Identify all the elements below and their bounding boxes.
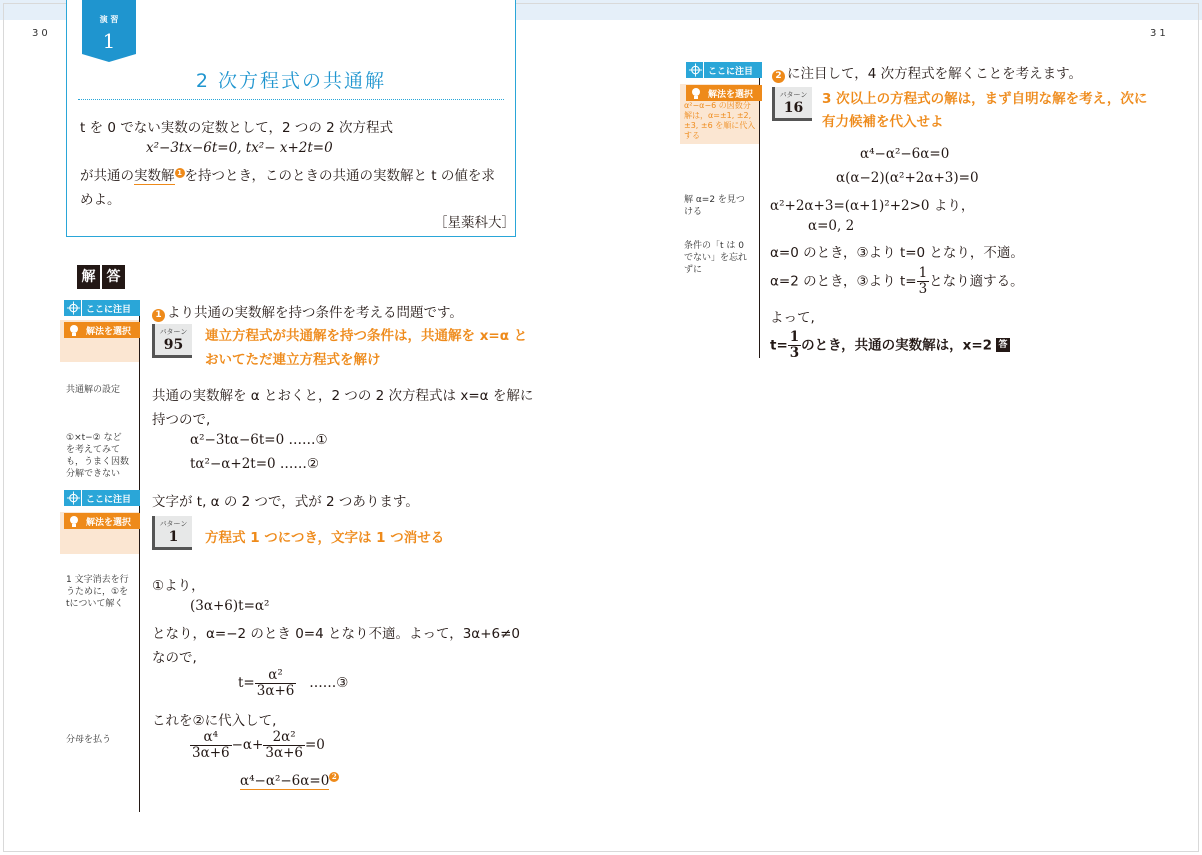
pattern-95-line-2: おいてただ連立方程式を解け bbox=[205, 352, 381, 368]
pattern-95-number: 95 bbox=[163, 337, 184, 353]
exercise-number: 1 bbox=[102, 29, 116, 53]
tag-method-1-label: 解法を選択 bbox=[86, 327, 132, 337]
body-2-line-4: これを②に代入して, bbox=[152, 713, 277, 729]
final-answer bbox=[770, 330, 1010, 361]
pattern-95-box bbox=[152, 324, 192, 358]
equation-6-body: α⁴−α²−6α=0 bbox=[240, 772, 330, 789]
final-answer-b: のとき，共通の実数解は，x=2 bbox=[801, 337, 993, 354]
equation-5-mid: −α+ bbox=[231, 736, 264, 753]
side-note-factorize: α²−α−6 の因数分解は，α=±1, ±2, ±3, ±6 を順に代入する bbox=[684, 101, 756, 140]
exercise-line-4: めよ。 bbox=[80, 192, 121, 208]
side-note-factor: ①×t−② など を考えてみて も，うまく因数 分解できない bbox=[66, 433, 130, 479]
equation-4 bbox=[238, 668, 348, 699]
left-rule bbox=[139, 300, 140, 812]
right-line-6 bbox=[770, 266, 1024, 297]
crosshair-icon bbox=[66, 490, 82, 506]
tag-focus-right bbox=[686, 62, 762, 78]
right-line-7: よって, bbox=[770, 310, 815, 326]
pattern-16-number: 16 bbox=[783, 100, 804, 116]
right-equation-4: α=0, 2 bbox=[808, 218, 855, 234]
side-note-root: 解 α=2 を見つ ける bbox=[684, 195, 745, 217]
equation-4-tag: ……③ bbox=[309, 674, 349, 691]
focus-1-text bbox=[152, 301, 463, 322]
tag-focus-2-label: ここに注目 bbox=[86, 495, 132, 505]
exercise-line-3 bbox=[80, 164, 495, 184]
marker-1: 1 bbox=[175, 168, 185, 178]
page-number-right: 31 bbox=[1150, 28, 1169, 39]
title-divider bbox=[78, 99, 504, 100]
lightbulb-icon bbox=[689, 86, 703, 100]
pattern-1-number: 1 bbox=[168, 529, 179, 545]
tag-focus-1 bbox=[64, 300, 140, 316]
focus-1-marker: 1 bbox=[152, 309, 165, 322]
lightbulb-icon bbox=[67, 323, 81, 337]
tag-method-2 bbox=[64, 513, 140, 529]
exercise-line-1: t を 0 でない実数の定数として，2 つの 2 次方程式 bbox=[80, 120, 394, 136]
answer-heading-2: 答 bbox=[102, 265, 125, 289]
right-line-6-num: 1 bbox=[918, 265, 928, 281]
body-1-line-1: 共通の実数解を α とおくと，2 つの 2 次方程式は x=α を解に bbox=[152, 388, 534, 404]
pattern-16-label: パターン bbox=[779, 91, 808, 99]
right-rule bbox=[759, 62, 760, 358]
exercise-source: ［星薬科大］ bbox=[434, 215, 515, 231]
equation-6 bbox=[240, 772, 339, 789]
equation-1: α²−3tα−6t=0 ……① bbox=[190, 432, 328, 448]
tag-method-right bbox=[686, 85, 762, 101]
focus-right-marker: 2 bbox=[772, 70, 785, 83]
tag-focus-1-label: ここに注目 bbox=[86, 305, 132, 315]
exercise-line-3a: が共通の bbox=[80, 168, 134, 184]
tag-focus-2 bbox=[64, 490, 140, 506]
pattern-1-label: パターン bbox=[159, 520, 188, 528]
equation-4-denominator: 3α+6 bbox=[256, 682, 295, 699]
tag-method-right-label: 解法を選択 bbox=[708, 90, 754, 100]
pattern-16-line-2: 有力候補を代入せよ bbox=[822, 114, 944, 130]
pattern-95-label: パターン bbox=[159, 328, 188, 336]
right-line-6-den: 3 bbox=[918, 280, 928, 297]
focus-1-body: より共通の実数解を持つ条件を考える問題です。 bbox=[167, 305, 463, 321]
body-2-line-2: となり，α=−2 のとき 0=4 となり不適。よって，3α+6≠0 bbox=[152, 626, 520, 642]
final-answer-num: 1 bbox=[789, 329, 800, 345]
pattern-1-text: 方程式 1 つにつき，文字は 1 つ消せる bbox=[205, 530, 445, 546]
lightbulb-icon bbox=[67, 514, 81, 528]
equation-2: tα²−α+2t=0 ……② bbox=[190, 456, 320, 472]
body-2-line-3: なので, bbox=[152, 650, 197, 666]
exercise-keyword-real-root: 実数解 bbox=[134, 168, 175, 184]
equation-5 bbox=[190, 730, 325, 761]
focus-right-body: に注目して，4 次方程式を解くことを考えます。 bbox=[787, 66, 1083, 82]
exercise-title: 2 次方程式の共通解 bbox=[195, 70, 387, 92]
page-number-left: 30 bbox=[32, 28, 51, 39]
equation-5-num-2: 2α² bbox=[263, 730, 305, 746]
focus-2-text: 文字が t, α の 2 つで，式が 2 つあります。 bbox=[152, 494, 419, 510]
crosshair-icon bbox=[66, 300, 82, 316]
pattern-16-box bbox=[772, 87, 812, 121]
equation-5-den-1: 3α+6 bbox=[192, 744, 230, 761]
right-line-6a: α=2 のとき，③より t= bbox=[770, 273, 917, 290]
pattern-95-line-1: 連立方程式が共通解を持つ条件は，共通解を x=α と bbox=[205, 328, 528, 344]
tag-method-1 bbox=[64, 322, 140, 338]
side-note-common: 共通解の設定 bbox=[66, 385, 121, 395]
side-note-denominator: 分母を払う bbox=[66, 735, 112, 745]
answer-mark: 答 bbox=[996, 338, 1010, 352]
final-answer-den: 3 bbox=[789, 344, 800, 361]
side-note-eliminate: 1 文字消去を行 うために，①を tについて解く bbox=[66, 575, 129, 609]
answer-heading bbox=[77, 265, 125, 289]
body-1-line-2: 持つので, bbox=[152, 412, 211, 428]
answer-heading-1: 解 bbox=[77, 265, 100, 289]
tag-method-2-label: 解法を選択 bbox=[86, 518, 132, 528]
equation-4-lhs: t= bbox=[238, 674, 255, 691]
exercise-equations: x²−3tx−6t=0, tx²− x+2t=0 bbox=[146, 140, 333, 156]
exercise-label: 演 習 bbox=[99, 15, 119, 24]
tag-focus-right-label: ここに注目 bbox=[708, 67, 754, 77]
side-note-condition: 条件の「t は 0 でない」を忘れ ずに bbox=[684, 241, 748, 275]
equation-5-end: =0 bbox=[304, 736, 325, 753]
equation-5-num-1: α⁴ bbox=[190, 730, 232, 746]
exercise-ribbon-text bbox=[82, 0, 136, 62]
right-line-5: α=0 のとき，③より t=0 となり，不適。 bbox=[770, 245, 1024, 261]
equation-4-numerator: α² bbox=[255, 668, 297, 684]
pattern-16-line-1: 3 次以上の方程式の解は，まず自明な解を考え，次に bbox=[822, 91, 1148, 107]
equation-3: (3α+6)t=α² bbox=[190, 598, 270, 614]
right-equation-1: α⁴−α²−6α=0 bbox=[860, 146, 950, 162]
right-equation-2: α(α−2)(α²+2α+3)=0 bbox=[836, 170, 979, 186]
crosshair-icon bbox=[688, 62, 704, 78]
right-equation-3: α²+2α+3=(α+1)²+2>0 より， bbox=[770, 198, 975, 214]
final-answer-a: t= bbox=[770, 337, 788, 354]
pattern-1-box bbox=[152, 516, 192, 550]
body-2-line-1: ①より， bbox=[152, 578, 205, 594]
equation-5-den-2: 3α+6 bbox=[265, 744, 303, 761]
exercise-line-3c: を持つとき，このときの共通の実数解と t の値を求 bbox=[184, 168, 495, 184]
focus-right-text bbox=[772, 62, 1082, 83]
right-line-6b: となり適する。 bbox=[929, 273, 1024, 290]
marker-2: 2 bbox=[329, 772, 339, 782]
